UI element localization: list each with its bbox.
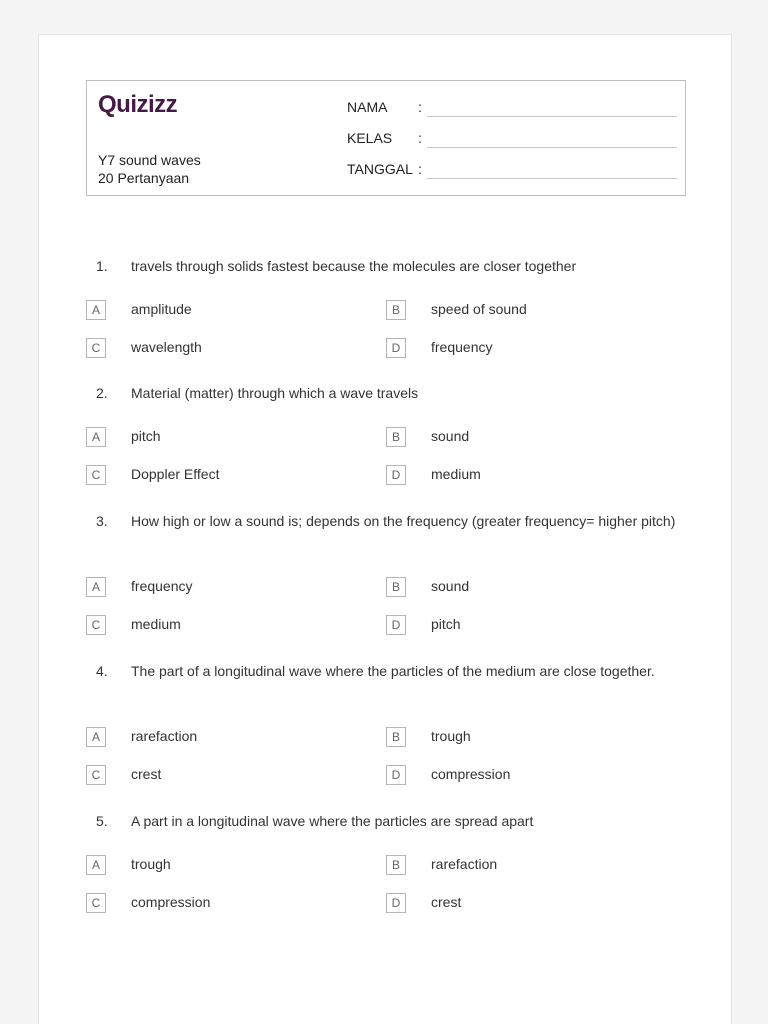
option-letter: C (86, 465, 106, 485)
option-letter: A (86, 855, 106, 875)
question-text: How high or low a sound is; depends on the frequency (greater frequency= higher pitch) (131, 513, 676, 529)
option-text: compression (131, 894, 211, 910)
option-text: compression (431, 766, 511, 782)
quizizz-logo (98, 89, 188, 119)
logo-text: Quizizz (98, 91, 178, 118)
class-line[interactable] (427, 147, 677, 148)
option-text: sound (431, 578, 470, 594)
class-colon: : (418, 130, 422, 146)
option-text: frequency (431, 339, 493, 355)
date-field[interactable] (347, 160, 677, 182)
header-box (86, 80, 686, 196)
question-number: 3. (96, 513, 108, 529)
name-colon: : (418, 99, 422, 115)
option-text: amplitude (131, 301, 192, 317)
option-letter: A (86, 577, 106, 597)
option-letter: D (386, 338, 406, 358)
question-text: travels through solids fastest because the molecules are closer together (131, 258, 577, 274)
question-text: Material (matter) through which a wave travels (131, 385, 419, 401)
class-label: KELAS (347, 130, 393, 146)
option-text: frequency (131, 578, 193, 594)
option-text: trough (431, 728, 471, 744)
option-letter: A (86, 300, 106, 320)
option-letter: A (86, 727, 106, 747)
name-field[interactable] (347, 98, 677, 120)
option-letter: B (386, 855, 406, 875)
question-text: A part in a longitudinal wave where the particles are spread apart (131, 813, 534, 829)
question-number: 4. (96, 663, 108, 679)
name-line[interactable] (427, 116, 677, 117)
option-letter: B (386, 427, 406, 447)
option-letter: B (386, 577, 406, 597)
option-text: crest (131, 766, 162, 782)
worksheet-page (38, 34, 732, 1024)
option-letter: C (86, 893, 106, 913)
option-letter: D (386, 465, 406, 485)
option-letter: D (386, 893, 406, 913)
option-letter: C (86, 765, 106, 785)
option-letter: B (386, 300, 406, 320)
date-label: TANGGAL (347, 161, 413, 177)
option-text: Doppler Effect (131, 466, 220, 482)
option-letter: C (86, 615, 106, 635)
option-text: trough (131, 856, 171, 872)
option-text: sound (431, 428, 470, 444)
option-letter: B (386, 727, 406, 747)
date-colon: : (418, 161, 422, 177)
question-count: 20 Pertanyaan (98, 170, 190, 186)
quiz-title: Y7 sound waves (98, 152, 201, 168)
option-letter: C (86, 338, 106, 358)
option-letter: A (86, 427, 106, 447)
question-number: 2. (96, 385, 108, 401)
option-text: pitch (431, 616, 461, 632)
question-number: 5. (96, 813, 108, 829)
option-letter: D (386, 615, 406, 635)
question-number: 1. (96, 258, 108, 274)
option-text: crest (431, 894, 462, 910)
question-text: The part of a longitudinal wave where the particles of the medium are close together. (131, 663, 655, 679)
class-field[interactable] (347, 129, 677, 151)
option-text: medium (131, 616, 181, 632)
option-text: pitch (131, 428, 161, 444)
option-text: medium (431, 466, 481, 482)
option-text: rarefaction (131, 728, 198, 744)
option-text: wavelength (131, 339, 202, 355)
date-line[interactable] (427, 178, 677, 179)
name-label: NAMA (347, 99, 388, 115)
option-letter: D (386, 765, 406, 785)
option-text: speed of sound (431, 301, 527, 317)
option-text: rarefaction (431, 856, 498, 872)
